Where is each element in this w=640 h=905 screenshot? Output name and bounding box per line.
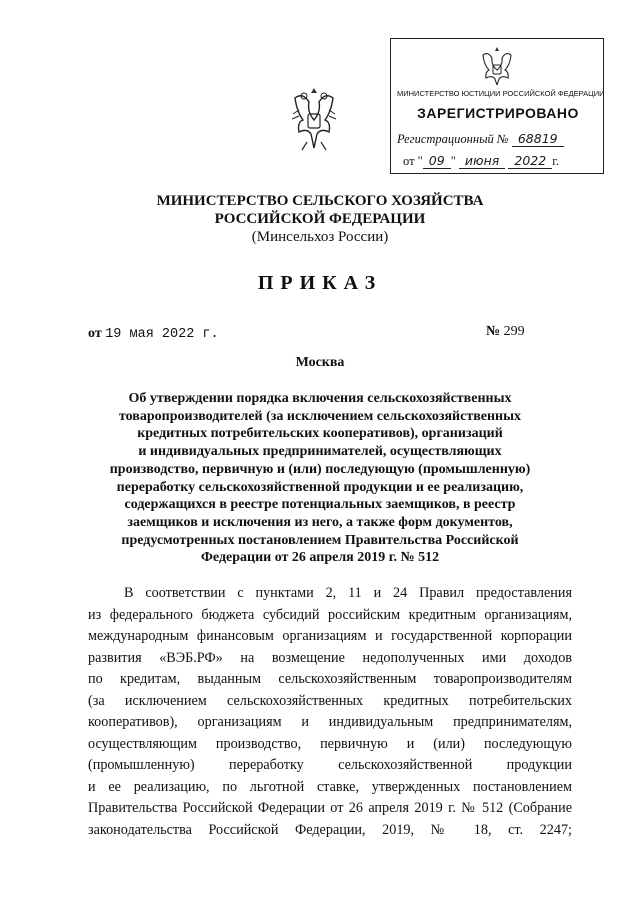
ministry-name-line-1: МИНИСТЕРСТВО СЕЛЬСКОГО ХОЗЯЙСТВА (156, 193, 484, 209)
stamp-registered-label: ЗАРЕГИСТРИРОВАНО (417, 105, 579, 121)
body-line: законодательства Российской Федерации, 2019, № 18, ст. 2247; (88, 821, 572, 838)
body-line: (за исключением сельскохозяйственных кредитных потребительских (88, 692, 572, 709)
subject-line: переработку сельскохозяйственной продукции и ее реализацию, (116, 479, 524, 495)
body-line: (промышленную) переработку сельскохозяйственной продукции (88, 757, 572, 773)
order-number (486, 324, 525, 340)
stamp-year-suffix: г. (552, 154, 560, 168)
registration-stamp (390, 38, 604, 174)
subject-line: и индивидуальных предпринимателей, осуществляющих (138, 444, 502, 460)
subject-line: товаропроизводителей (за исключением сельскохозяйственных (118, 408, 522, 424)
subject-line: содержащихся в реестре потенциальных заемщиков, в реестр (124, 497, 516, 513)
order-number-value: 299 (503, 324, 525, 339)
stamp-coat-of-arms-icon (477, 45, 517, 85)
order-city: Москва (295, 355, 345, 370)
subject-line: Федерации от 26 апреля 2019 г. № 512 (200, 550, 440, 566)
coat-of-arms-emblem (285, 84, 343, 156)
subject-line: кредитных потребительских кооперативов), организаций (137, 426, 503, 442)
ministry-name-line-2: РОССИЙСКОЙ ФЕДЕРАЦИИ (214, 211, 426, 227)
order-number-sign: № (486, 324, 501, 339)
body-line: В соответствии с пунктами 2, 11 и 24 Правил предоставления (124, 585, 572, 601)
stamp-date-line (403, 153, 559, 169)
stamp-registration-line (397, 131, 564, 147)
stamp-month: июня (459, 153, 505, 169)
body-line: развития «ВЭБ.РФ» на возмещение недополученных ими доходов (88, 649, 572, 666)
ministry-name (0, 192, 640, 228)
order-date (88, 326, 219, 342)
stamp-ministry-name: МИНИСТЕРСТВО ЮСТИЦИИ РОССИЙСКОЙ ФЕДЕРАЦИИ (397, 89, 605, 98)
subject-line: производство, первичную и (или) последующую (промышленную) (109, 461, 531, 477)
subject-line: заемщиков и исключения из него, а также форм документов, (127, 514, 513, 530)
body-line: осуществляющим производство, первичную и (или) последующую (88, 735, 572, 752)
body-line: Правительства Российской Федерации от 26 апреля 2019 г. № 512 (Собрание (88, 800, 572, 816)
body-line: и ее реализацию, по льготной ставке, утвержденных постановлением (88, 778, 572, 795)
order-date-value: 19 мая 2022 г. (105, 327, 219, 342)
stamp-reg-number: 68819 (512, 131, 564, 147)
order-title: ПРИКАЗ (257, 272, 383, 294)
stamp-year: 2022 (508, 153, 552, 169)
stamp-date-prefix: от " (403, 154, 423, 168)
ministry-short-name: (Минсельхоз России) (251, 229, 389, 245)
subject-line: Об утверждении порядка включения сельскохозяйственных (128, 391, 512, 406)
stamp-date-mid: " (450, 154, 456, 168)
body-line: международным финансовым организациям и государственной корпорации (88, 628, 572, 644)
body-line: кооперативов), организациям и индивидуальным предпринимателям, (88, 714, 572, 730)
order-date-prefix: от (88, 326, 102, 341)
body-line: по кредитам, выданным сельскохозяйственным товаропроизводителям (88, 671, 572, 687)
order-body (88, 583, 572, 841)
body-line: из федерального бюджета субсидий российским кредитным организациям, (88, 606, 572, 623)
stamp-day: 09 (423, 153, 451, 169)
subject-line: предусмотренных постановлением Правительства Российской (121, 532, 519, 548)
stamp-reg-label: Регистрационный № (397, 132, 509, 146)
order-subject (95, 390, 545, 567)
